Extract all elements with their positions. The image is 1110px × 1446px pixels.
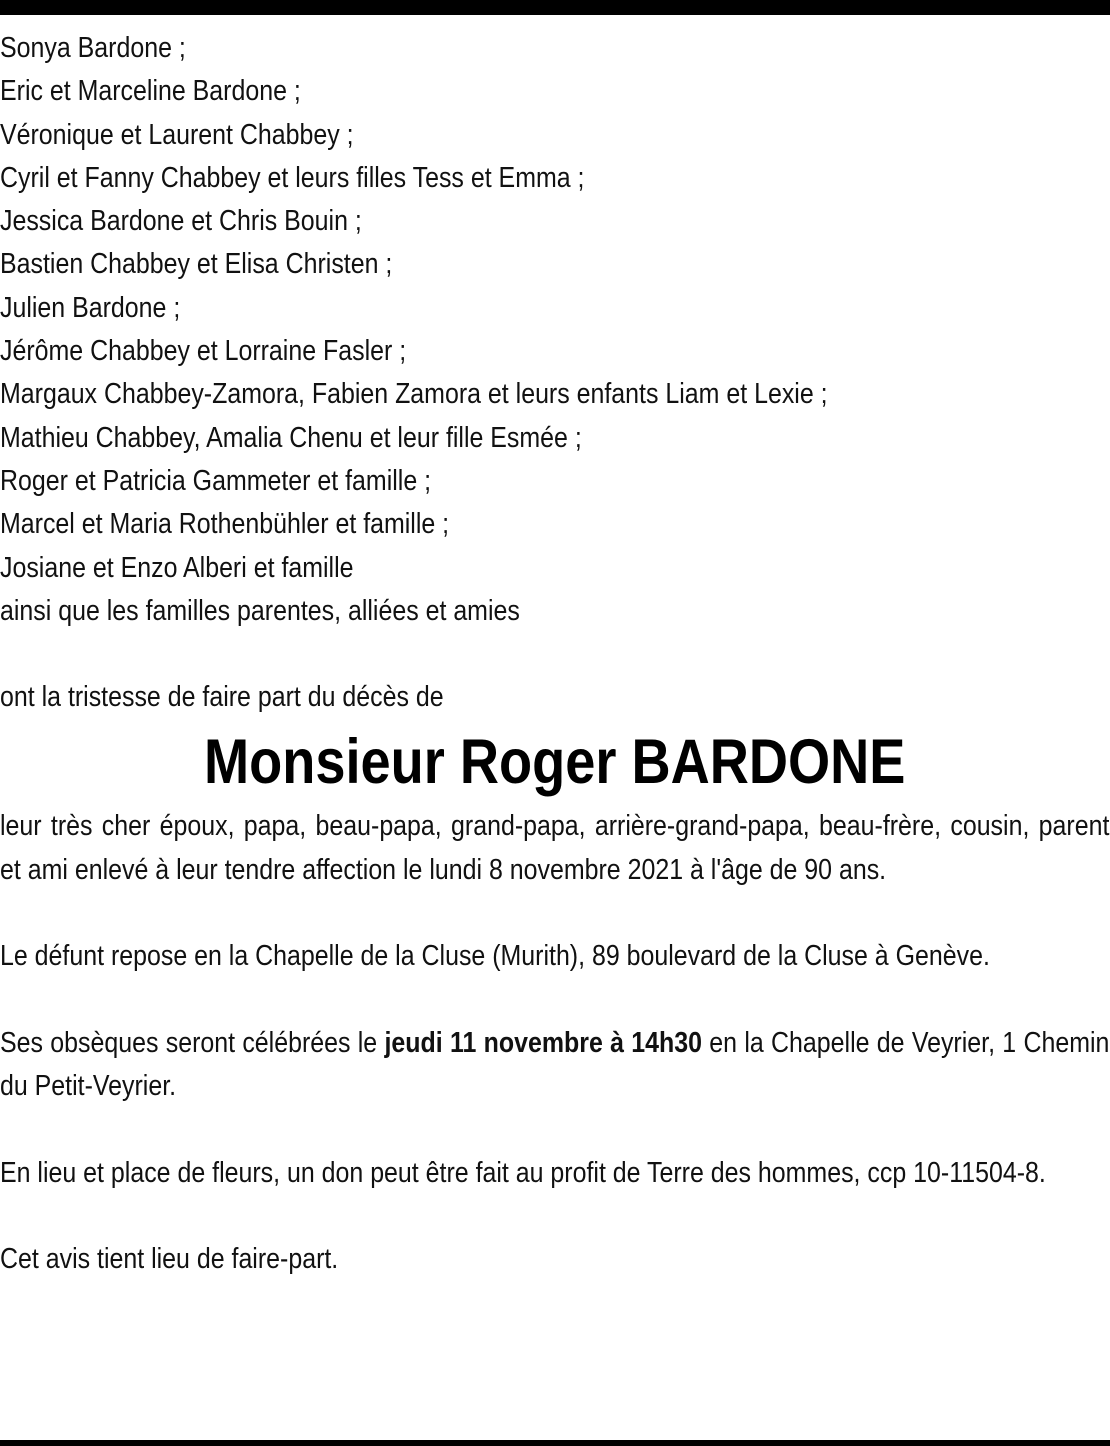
bottom-border <box>0 1440 1110 1446</box>
mourner-line: Roger et Patricia Gammeter et famille ; <box>0 464 432 497</box>
funeral-text-before: Ses obsèques seront célébrées le <box>0 1026 385 1059</box>
description-paragraph: leur très cher époux, papa, beau-papa, grand-papa, arrière-grand-papa, beau-frère, cousin, parent et ami enlevé à leur tendre affection le lundi 8 novembre 2021 à l'âge de 90 ans. <box>0 810 1110 886</box>
resting-place-paragraph: Le défunt repose en la Chapelle de la Cluse (Murith), 89 boulevard de la Cluse à Genève. <box>0 940 990 973</box>
mourners-list <box>0 27 1109 633</box>
announcement-text: ont la tristesse de faire part du décès de <box>0 681 444 714</box>
deceased-name: Monsieur Roger BARDONE <box>204 727 906 798</box>
closing-paragraph: Cet avis tient lieu de faire-part. <box>0 1243 339 1276</box>
mourner-line: Margaux Chabbey-Zamora, Fabien Zamora et leurs enfants Liam et Lexie ; <box>0 378 828 411</box>
mourner-line: Véronique et Laurent Chabbey ; <box>0 118 354 151</box>
mourner-line: Mathieu Chabbey, Amalia Chenu et leur fille Esmée ; <box>0 421 582 454</box>
mourner-line: Julien Bardone ; <box>0 291 181 324</box>
mourner-line: Jessica Bardone et Chris Bouin ; <box>0 205 362 238</box>
funeral-text-after: en la Chapelle de Veyrier, 1 Chemin du Petit-Veyrier. <box>0 1026 1110 1103</box>
mourner-line: Bastien Chabbey et Elisa Christen ; <box>0 248 393 281</box>
mourner-line: Marcel et Maria Rothenbühler et famille ; <box>0 508 450 541</box>
mourner-line: Josiane et Enzo Alberi et famille <box>0 551 354 584</box>
mourner-line: Jérôme Chabbey et Lorraine Fasler ; <box>0 335 407 368</box>
funeral-paragraph <box>0 1022 1109 1109</box>
obituary-notice <box>0 27 1109 1325</box>
mourner-line: Sonya Bardone ; <box>0 32 186 64</box>
mourner-line: Eric et Marceline Bardone ; <box>0 75 301 108</box>
mourner-line: Cyril et Fanny Chabbey et leurs filles Tess et Emma ; <box>0 161 585 194</box>
top-border <box>0 0 1110 15</box>
mourner-line: ainsi que les familles parentes, alliées et amies <box>0 594 520 627</box>
donation-paragraph: En lieu et place de fleurs, un don peut être fait au profit de Terre des hommes, ccp 10-11504-8. <box>0 1156 1046 1189</box>
funeral-date-time: jeudi 11 novembre à 14h30 <box>384 1026 703 1059</box>
